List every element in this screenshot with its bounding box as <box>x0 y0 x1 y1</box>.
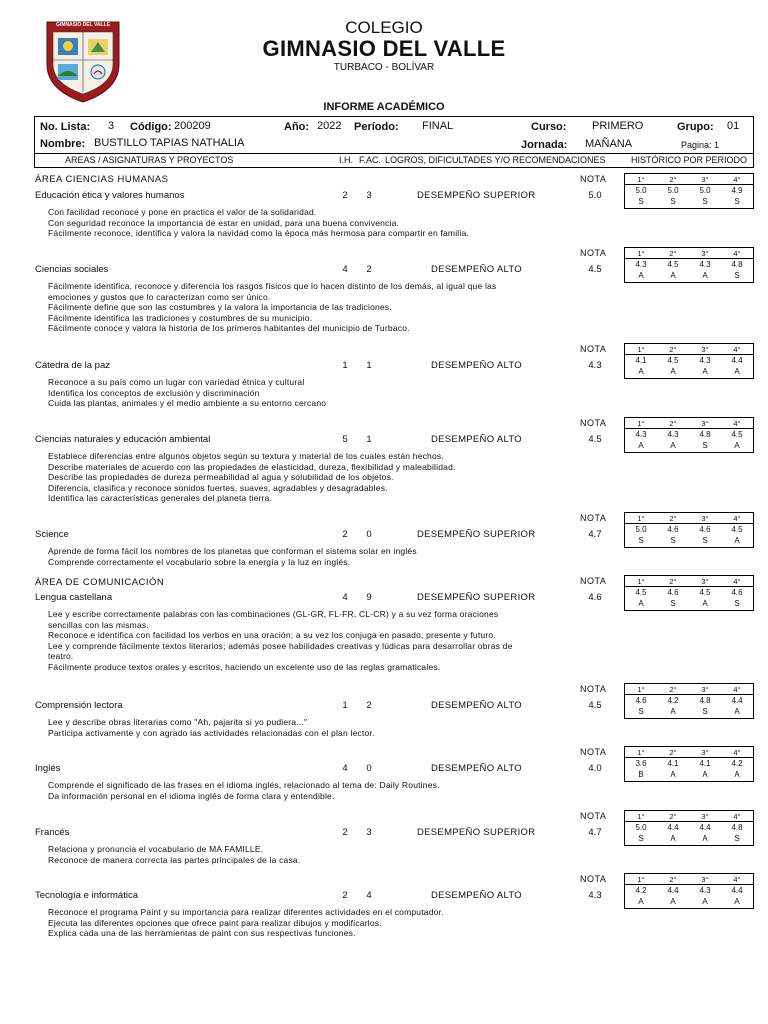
period-score: 4.2 <box>667 696 679 705</box>
period-header: 2° <box>657 747 689 758</box>
period-level: A <box>638 599 644 608</box>
period-header: 4° <box>721 684 753 695</box>
period-score: 4.6 <box>699 525 711 534</box>
period-header: 2° <box>657 576 689 587</box>
nota-label: NOTA <box>580 811 607 821</box>
period-score: 4.6 <box>667 525 679 534</box>
period-level: B <box>638 770 644 779</box>
subject-name: Cátedra de la paz <box>35 360 110 371</box>
page-number: Pagina: 1 <box>681 140 720 150</box>
subject-ih: 4 <box>342 592 348 603</box>
period-header: 3° <box>689 418 721 429</box>
period-level: A <box>734 441 740 450</box>
period-score: 4.9 <box>731 186 743 195</box>
report-title: INFORME ACADÉMICO <box>323 101 445 113</box>
period-header: 1° <box>625 174 657 185</box>
subject-desempeno: DESEMPEÑO SUPERIOR <box>417 529 536 540</box>
period-header: 2° <box>657 684 689 695</box>
column-header <box>34 154 754 168</box>
period-header: 1° <box>625 747 657 758</box>
period-header: 2° <box>657 874 689 885</box>
no-lista-value: 3 <box>108 120 115 132</box>
jornada-value: MAÑANA <box>585 138 633 150</box>
period-level: A <box>638 367 644 376</box>
subject-name: Tecnología e informática <box>35 890 138 901</box>
period-level: S <box>734 834 740 843</box>
period-score: 5.0 <box>667 186 679 195</box>
period-score: 4.1 <box>699 759 711 768</box>
subject-fac: 1 <box>366 360 372 371</box>
period-header: 1° <box>625 684 657 695</box>
period-header: 3° <box>689 248 721 259</box>
subject-nota: 4.7 <box>588 529 602 540</box>
subject-ih: 2 <box>342 827 348 838</box>
period-header: 3° <box>689 747 721 758</box>
subject-nota: 4.3 <box>588 890 602 901</box>
period-header: 4° <box>721 811 753 822</box>
period-header: 2° <box>657 248 689 259</box>
period-header: 1° <box>625 874 657 885</box>
subject-desempeno: DESEMPEÑO SUPERIOR <box>417 190 536 201</box>
school-name: GIMNASIO DEL VALLE <box>262 36 506 61</box>
achievement-line: Ejecuta las diferentes opciones que ofrece paint para realizar dibujos y modificarlos. <box>48 917 382 928</box>
subject-name: Science <box>35 529 69 540</box>
school-location: TURBACO - BOLÍVAR <box>333 62 435 73</box>
achievement-line: Identifica los conceptos de exclusión y discriminación <box>48 387 260 398</box>
curso-label: Curso: <box>531 121 567 133</box>
period-level: S <box>734 197 740 206</box>
achievement-line: Fácilmente conoce y valora la historia de los primeros habitantes del municipio de Turbaco. <box>48 323 410 334</box>
achievement-line: Fácilmente define que son las costumbres y la valora la importancia de las tradiciones. <box>48 302 392 313</box>
subject-desempeno: DESEMPEÑO SUPERIOR <box>417 592 536 603</box>
period-header: 4° <box>721 248 753 259</box>
history-table <box>624 873 754 909</box>
period-score: 5.0 <box>635 525 647 534</box>
history-table <box>624 746 754 782</box>
subject-name: Ciencias naturales y educación ambiental <box>35 434 211 445</box>
period-level: S <box>702 707 708 716</box>
nota-label: NOTA <box>580 747 607 757</box>
history-table <box>624 512 754 548</box>
period-level: A <box>702 834 708 843</box>
history-table <box>624 575 754 611</box>
period-level: A <box>638 271 644 280</box>
period-level: S <box>702 441 708 450</box>
subject-ih: 1 <box>342 360 348 371</box>
period-header: 4° <box>721 344 753 355</box>
period-header: 4° <box>721 576 753 587</box>
period-level: S <box>734 271 740 280</box>
period-score: 4.5 <box>635 588 647 597</box>
subject-nota: 4.3 <box>588 360 602 371</box>
period-level: A <box>670 707 676 716</box>
subject-ih: 1 <box>342 700 348 711</box>
period-score: 4.4 <box>667 823 679 832</box>
nota-label: NOTA <box>580 684 607 694</box>
period-score: 4.8 <box>731 823 743 832</box>
period-score: 4.5 <box>667 260 679 269</box>
achievement-line: Cuida las plantas, animales y el medio ambiente a su entorno cercano <box>48 398 327 409</box>
period-level: S <box>670 599 676 608</box>
subject-fac: 3 <box>366 827 372 838</box>
period-header: 2° <box>657 418 689 429</box>
subject-ih: 5 <box>342 434 348 445</box>
area-title-comunicacion: ÁREA DE COMUNICACIÓN <box>35 577 165 588</box>
achievement-line: Lee y describe obras literarias como "Ah, pajarita si yo pudiera..." <box>48 717 308 727</box>
period-score: 3.6 <box>635 759 647 768</box>
period-header: 1° <box>625 576 657 587</box>
jornada-label: Jornada: <box>521 139 568 151</box>
achievement-line: Reconoce de manera correcta las partes principales de la casa. <box>48 854 301 865</box>
achievement-line: Reconoce e identifica con facilidad los verbos en una oración; a su vez los conjuga en pasado, presente y futuro. <box>48 630 496 641</box>
subject-nota: 4.7 <box>588 827 602 838</box>
col-ih: I.H. <box>339 155 354 165</box>
period-level: A <box>734 897 740 906</box>
period-score: 4.6 <box>667 588 679 597</box>
period-score: 4.3 <box>699 886 711 895</box>
subject-ih: 4 <box>342 763 348 774</box>
period-score: 4.5 <box>731 430 743 439</box>
period-score: 4.6 <box>635 696 647 705</box>
area-title-humanas: ÁREA CIENCIAS HUMANAS <box>35 174 169 185</box>
col-fac: F.AC. <box>359 155 382 165</box>
period-score: 5.0 <box>699 186 711 195</box>
ano-label: Año: <box>284 121 310 133</box>
subject-name: Inglés <box>35 763 61 774</box>
period-score: 4.3 <box>699 356 711 365</box>
period-header: 3° <box>689 513 721 524</box>
achievement-line: Establece diferencias entre algunos objetos según su textura y material de los cuales están hechos. <box>48 451 444 461</box>
period-header: 1° <box>625 418 657 429</box>
subject-name: Comprensión lectora <box>35 700 123 711</box>
period-level: A <box>670 770 676 779</box>
period-level: A <box>734 367 740 376</box>
achievement-line: emociones y gustos que lo caracterizan como ser único. <box>48 291 271 302</box>
subject-fac: 9 <box>366 592 372 603</box>
nota-label: NOTA <box>580 248 607 258</box>
subject-desempeno: DESEMPEÑO ALTO <box>431 264 522 275</box>
achievement-line: Describe las propiedades de dureza permeabilidad al agua y solubilidad de los objetos. <box>48 472 394 483</box>
col-areas: AREAS / ASIGNATURAS Y PROYECTOS <box>65 155 234 165</box>
achievement-line: sencillas con las mismas. <box>48 619 149 630</box>
nombre-label: Nombre: <box>40 138 86 150</box>
grupo-label: Grupo: <box>677 121 714 133</box>
period-level: A <box>670 834 676 843</box>
period-level: A <box>638 897 644 906</box>
school-line1: COLEGIO <box>345 18 423 37</box>
period-level: A <box>702 271 708 280</box>
subject-fac: 2 <box>366 700 372 711</box>
achievement-line: Comprende el significado de las frases en el idioma inglés, relacionado al tema de: Daily Routines. <box>48 780 440 790</box>
period-score: 4.3 <box>699 260 711 269</box>
achievement-line: Lee y escribe correctamente palabras con las combinaciones (GL-GR, FL-FR, CL-CR) y a su vez forma oraciones <box>48 609 499 619</box>
achievement-line: Aprende de forma fácil los nombres de los planetas que conforman el sistema solar en inglés <box>48 546 417 556</box>
period-score: 4.4 <box>731 696 743 705</box>
periodo-value: FINAL <box>422 120 454 132</box>
achievement-line: Fácilmente identifica las tradiciones y costumbres de su municipio. <box>48 312 313 323</box>
period-header: 1° <box>625 344 657 355</box>
history-table <box>624 683 754 719</box>
subject-nota: 4.5 <box>588 434 602 445</box>
period-header: 1° <box>625 513 657 524</box>
period-header: 2° <box>657 344 689 355</box>
period-score: 4.5 <box>667 356 679 365</box>
grupo-value: 01 <box>727 120 740 132</box>
period-level: A <box>702 367 708 376</box>
period-level: A <box>638 441 644 450</box>
achievement-line: teatro. <box>48 651 74 662</box>
period-header: 3° <box>689 874 721 885</box>
subject-nota: 4.5 <box>588 264 602 275</box>
period-level: S <box>702 197 708 206</box>
achievement-line: Participa activamente y con agrado las actividades relacionadas con el plan lector. <box>48 727 375 738</box>
period-level: S <box>702 536 708 545</box>
period-score: 4.5 <box>699 588 711 597</box>
subject-desempeno: DESEMPEÑO ALTO <box>431 360 522 371</box>
subject-desempeno: DESEMPEÑO ALTO <box>431 763 522 774</box>
period-header: 2° <box>657 174 689 185</box>
nota-label: NOTA <box>580 418 607 428</box>
nombre-value: BUSTILLO TAPIAS NATHALIA <box>94 137 245 149</box>
achievement-line: Describe materiales de acuerdo con las propiedades de elasticidad, dureza, flexibilidad y maleabilidad. <box>48 461 456 472</box>
period-level: S <box>638 834 644 843</box>
period-header: 3° <box>689 344 721 355</box>
period-level: A <box>702 599 708 608</box>
period-header: 4° <box>721 174 753 185</box>
period-score: 4.3 <box>635 260 647 269</box>
subject-ih: 2 <box>342 529 348 540</box>
nota-label: NOTA <box>580 344 607 354</box>
history-table <box>624 247 754 283</box>
period-level: S <box>670 536 676 545</box>
period-score: 5.0 <box>635 186 647 195</box>
achievement-line: Con facilidad reconoce y pone en practica el valor de la solidaridad. <box>48 207 317 217</box>
period-header: 1° <box>625 248 657 259</box>
period-header: 3° <box>689 174 721 185</box>
period-score: 4.3 <box>635 430 647 439</box>
period-level: S <box>638 197 644 206</box>
period-score: 5.0 <box>635 823 647 832</box>
subject-name: Educación ética y valores humanos <box>35 190 185 201</box>
periodo-label: Período: <box>354 121 399 133</box>
period-score: 4.4 <box>699 823 711 832</box>
period-score: 4.8 <box>699 696 711 705</box>
period-level: A <box>734 536 740 545</box>
achievement-line: Fácilmente identifica, reconoce y diferencia los rasgos físicos que lo hacen distinto de los demás, al igual que las <box>48 281 497 291</box>
history-table <box>624 417 754 453</box>
period-header: 3° <box>689 684 721 695</box>
subject-ih: 4 <box>342 264 348 275</box>
achievement-line: Identifica las características generales del planeta tierra. <box>48 493 273 504</box>
subject-nota: 4.5 <box>588 700 602 711</box>
nota-label: NOTA <box>580 174 607 184</box>
period-level: A <box>670 367 676 376</box>
subject-ih: 2 <box>342 190 348 201</box>
period-header: 1° <box>625 811 657 822</box>
achievement-line: Explica cada una de las herramientas de paint con sus respectivas funciones. <box>48 928 356 939</box>
codigo-value: 200209 <box>174 120 211 132</box>
subject-fac: 4 <box>366 890 372 901</box>
period-level: A <box>734 707 740 716</box>
period-score: 4.8 <box>731 260 743 269</box>
subject-ih: 2 <box>342 890 348 901</box>
period-header: 3° <box>689 811 721 822</box>
col-historico: HISTÓRICO POR PERIODO <box>631 155 748 165</box>
subject-desempeno: DESEMPEÑO ALTO <box>431 700 522 711</box>
subject-desempeno: DESEMPEÑO SUPERIOR <box>417 827 536 838</box>
subject-fac: 0 <box>366 763 372 774</box>
period-score: 4.5 <box>731 525 743 534</box>
subject-desempeno: DESEMPEÑO ALTO <box>431 890 522 901</box>
student-info-box <box>34 116 754 154</box>
period-header: 3° <box>689 576 721 587</box>
period-level: A <box>702 770 708 779</box>
period-level: A <box>670 897 676 906</box>
codigo-label: Código: <box>130 121 172 133</box>
subject-desempeno: DESEMPEÑO ALTO <box>431 434 522 445</box>
subject-nota: 5.0 <box>588 190 602 201</box>
subject-name: Lengua castellana <box>35 592 113 603</box>
period-score: 4.4 <box>731 886 743 895</box>
period-header: 4° <box>721 747 753 758</box>
subject-nota: 4.0 <box>588 763 602 774</box>
subject-fac: 3 <box>366 190 372 201</box>
history-table <box>624 173 754 209</box>
subject-fac: 1 <box>366 434 372 445</box>
achievement-line: Reconoce a su país como un lugar con variedad étnica y cultural <box>48 377 305 387</box>
period-level: S <box>670 197 676 206</box>
period-level: A <box>702 897 708 906</box>
period-score: 4.2 <box>635 886 647 895</box>
achievement-line: Fácilmente produce textos orales y escritos, haciendo un excelente uso de las reglas gramaticales. <box>48 662 441 672</box>
period-score: 4.1 <box>635 356 647 365</box>
achievement-line: Lee y comprende fácilmente textos literarios; además posee habilidades creativas y lúdicas para desarrollar obras de <box>48 640 513 651</box>
period-level: S <box>638 536 644 545</box>
history-table <box>624 343 754 379</box>
no-lista-label: No. Lista: <box>40 121 91 133</box>
ano-value: 2022 <box>317 120 342 132</box>
achievement-line: Con seguridad reconoce la importancia de estar en unidad, para una buena convivencia. <box>48 217 400 228</box>
col-logros: LOGROS, DIFICULTADES Y/O RECOMENDACIONES <box>385 155 606 165</box>
achievement-line: Da información personal en el idioma inglés de forma clara y entendible. <box>48 790 335 801</box>
period-score: 4.4 <box>667 886 679 895</box>
achievement-line: Fácilmente reconoce, identifica y valora la navidad como la época más hermosa para compartir en familia. <box>48 228 469 239</box>
subject-name: Ciencias sociales <box>35 264 109 275</box>
period-header: 4° <box>721 874 753 885</box>
period-level: A <box>734 770 740 779</box>
period-score: 4.6 <box>731 588 743 597</box>
period-header: 2° <box>657 513 689 524</box>
period-level: S <box>734 599 740 608</box>
curso-value: PRIMERO <box>592 120 644 132</box>
subject-nota: 4.6 <box>588 592 602 603</box>
period-header: 2° <box>657 811 689 822</box>
period-score: 4.2 <box>731 759 743 768</box>
subject-fac: 2 <box>366 264 372 275</box>
history-table <box>624 810 754 846</box>
period-score: 4.1 <box>667 759 679 768</box>
subject-fac: 0 <box>366 529 372 540</box>
period-header: 4° <box>721 418 753 429</box>
nota-label: NOTA <box>580 874 607 884</box>
period-score: 4.4 <box>731 356 743 365</box>
achievement-line: Diferencia, clasifica y reconoce sonidos fuertes, suaves, agradables y desagradables. <box>48 482 388 493</box>
period-level: A <box>670 441 676 450</box>
achievement-line: Comprende correctamente el vocabulario sobre la energía y la luz en inglés. <box>48 556 351 567</box>
subject-name: Francés <box>35 827 70 838</box>
period-header: 4° <box>721 513 753 524</box>
logo-caption: GIMNASIO DEL VALLE <box>56 22 110 28</box>
nota-label: NOTA <box>580 576 607 586</box>
period-score: 4.8 <box>699 430 711 439</box>
period-score: 4.3 <box>667 430 679 439</box>
nota-label: NOTA <box>580 513 607 523</box>
achievement-line: Reconoce el programa Paint y su importancia para realizar diferentes actividades en el computador. <box>48 907 444 917</box>
achievement-line: Relaciona y pronuncia el vocabulario de MA FAMILLE. <box>48 844 264 854</box>
period-level: S <box>638 707 644 716</box>
period-level: A <box>670 271 676 280</box>
